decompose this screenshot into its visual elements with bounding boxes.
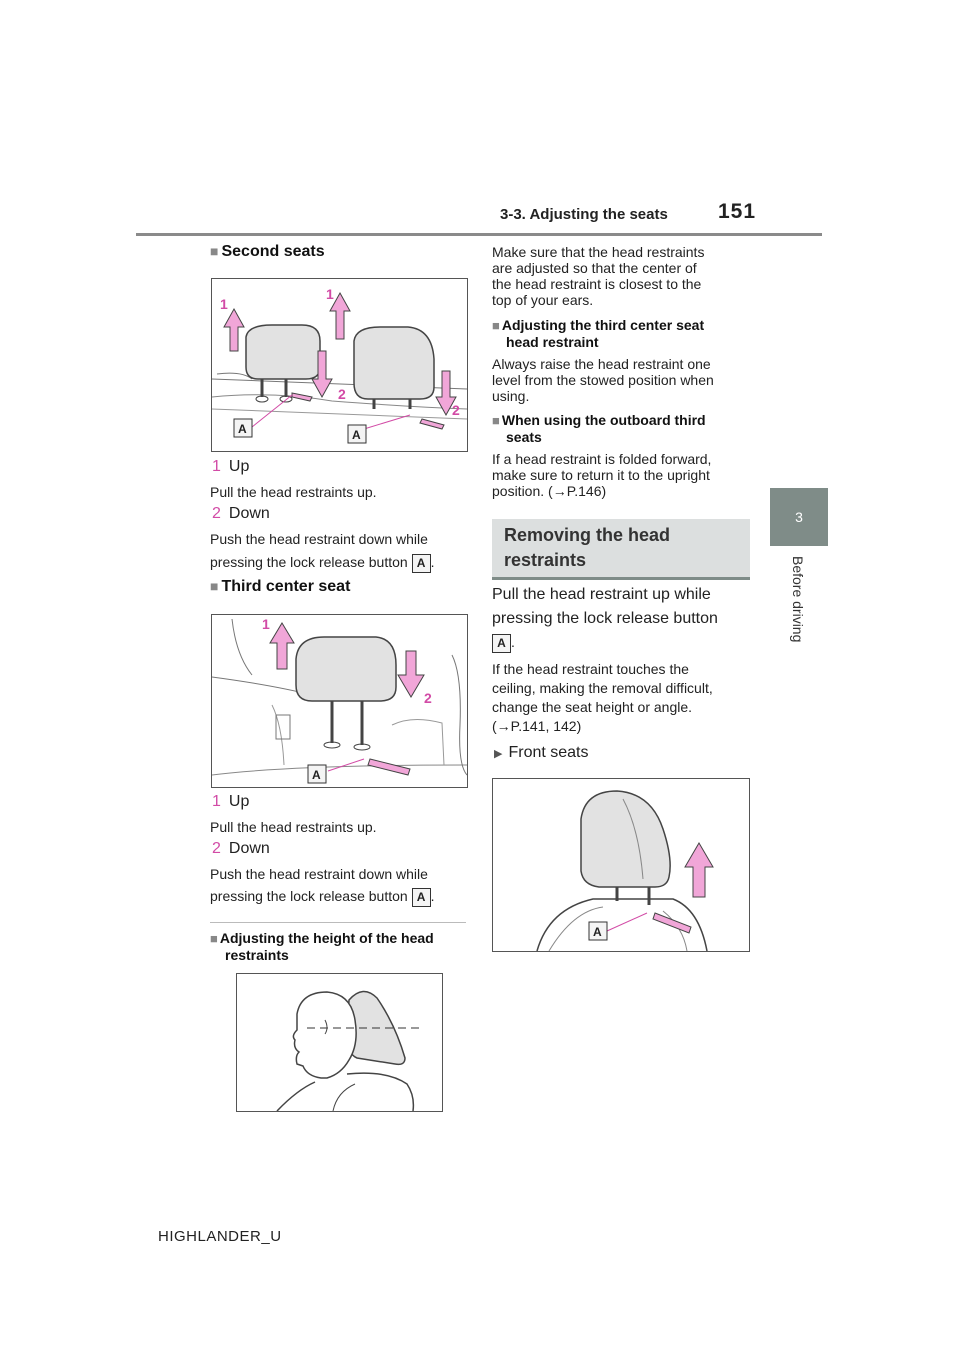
intro-paragraph: Make sure that the head restraints are adjusted so that the center of the head restraint is closest to the top of your ears. <box>492 244 705 308</box>
square-bullet-icon: ■ <box>492 413 500 428</box>
outboard-third-heading: ■ When using the outboard third seats <box>492 412 706 445</box>
removing-banner-title: Removing the head restraints <box>504 525 671 570</box>
fig2-label-up: 1 <box>262 616 270 632</box>
third-up-item: 1 Up <box>212 793 250 810</box>
front-seats-label: ▶ Front seats <box>494 744 589 761</box>
third-up-note: Pull the head restraints up. <box>210 819 377 835</box>
third-down-note-2: pressing the lock release button A . <box>210 887 434 907</box>
third-down-item: 2 Down <box>212 840 270 857</box>
second-seats-heading: ■ Second seats <box>210 243 325 260</box>
header-rule <box>136 233 822 236</box>
fig1-label-up-left: 1 <box>220 296 228 312</box>
figure-third-center-seat <box>211 614 468 788</box>
second-down-note-1: Push the head restraint down while <box>210 531 428 547</box>
removing-note: If the head restraint touches the ceiling, making the removal difficult, change the seat height or angle. (→P.141, 142) <box>492 661 713 734</box>
section-divider <box>210 922 466 923</box>
second-seats-illustration <box>212 279 467 451</box>
second-down-item: 2 Down <box>212 505 270 522</box>
head-profile-illustration <box>237 974 442 1111</box>
third-center-heading: ■ Third center seat <box>210 578 351 595</box>
figure-head-profile <box>236 973 443 1112</box>
chapter-tab[interactable] <box>770 488 828 546</box>
third-center-illustration <box>212 615 467 787</box>
figure-front-seats <box>492 778 750 952</box>
adjust-height-heading: ■ Adjusting the height of the head restraints <box>210 930 434 963</box>
triangle-bullet-icon: ▶ <box>494 748 503 760</box>
chapter-side-title-wrap <box>778 556 818 676</box>
outboard-third-text: If a head restraint is folded forward, make sure to return it to the upright position. (→P.146) <box>492 451 712 499</box>
third-down-note-1: Push the head restraint down while <box>210 866 428 882</box>
square-bullet-icon: ■ <box>210 931 218 946</box>
square-bullet-icon: ■ <box>492 318 500 333</box>
fig1-label-down-left: 2 <box>338 386 346 402</box>
fig1-button-a-left: A <box>238 422 247 436</box>
footer-model: HIGHLANDER_U <box>158 1228 282 1245</box>
removing-instruction: Pull the head restraint up while pressing the lock release button <box>492 586 718 627</box>
section-title: 3-3. Adjusting the seats <box>500 206 668 223</box>
chapter-side-title: Before driving <box>790 556 806 643</box>
second-down-note-2: pressing the lock release button A . <box>210 553 434 573</box>
square-bullet-icon: ■ <box>210 243 219 259</box>
figure-second-seats <box>211 278 468 452</box>
fig1-button-a-right: A <box>352 428 361 442</box>
fig4-button-a: A <box>593 925 602 939</box>
lock-release-button-badge: A <box>412 888 431 907</box>
lock-release-button-badge: A <box>492 634 511 653</box>
fig1-label-up-right: 1 <box>326 286 334 302</box>
third-center-adjust-heading: ■ Adjusting the third center seat head restraint <box>492 317 705 350</box>
second-up-item: 1 Up <box>212 458 250 475</box>
fig2-button-a: A <box>312 768 321 782</box>
page-number: 151 <box>718 200 757 223</box>
front-seats-illustration <box>493 779 749 951</box>
square-bullet-icon: ■ <box>210 578 219 594</box>
fig1-label-down-right: 2 <box>452 402 460 418</box>
removing-button-ref: A . <box>492 634 515 653</box>
lock-release-button-badge: A <box>412 554 431 573</box>
third-center-adjust-text: Always raise the head restraint one level from the stowed position when using. <box>492 356 714 404</box>
second-up-note: Pull the head restraints up. <box>210 484 377 500</box>
chapter-number: 3 <box>795 509 803 525</box>
fig2-label-down: 2 <box>424 690 432 706</box>
